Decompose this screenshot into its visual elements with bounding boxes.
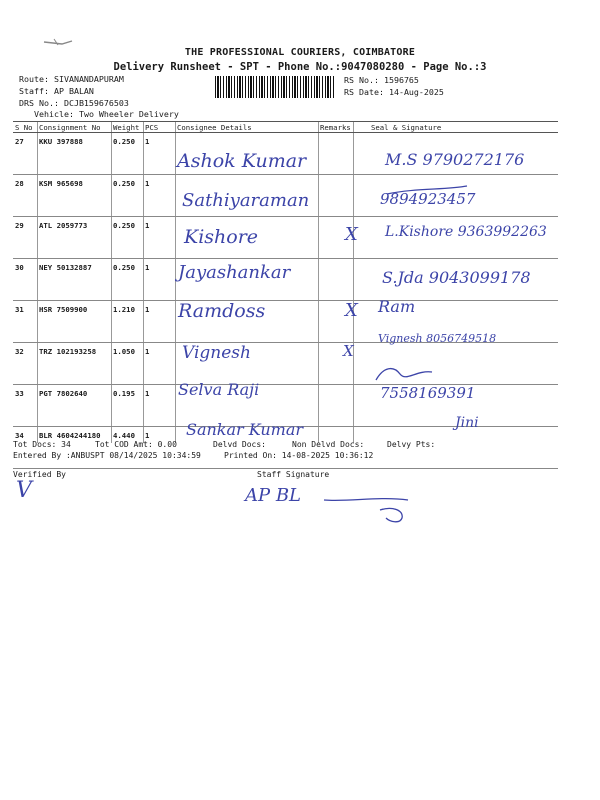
verified-by-label: Verified By: [13, 470, 66, 479]
handwritten-consignee-name: Jayashankar: [178, 262, 291, 283]
total-cod-amount: Tot COD Amt: 0.00: [95, 440, 177, 449]
runsheet-subtitle: Delivery Runsheet - SPT - Phone No.:9047080280 - Page No.:3: [113, 61, 487, 73]
table-header-row: [13, 122, 558, 133]
cell-weight: 0.250: [113, 137, 135, 146]
entered-by: Entered By :ANBUSPT 08/14/2025 10:34:59: [13, 451, 201, 460]
scan-mark-icon: [42, 36, 74, 50]
cell-weight: 1.050: [113, 347, 135, 356]
delivery-points: Delvy Pts:: [387, 440, 436, 449]
signature-scribble-icon: [320, 488, 420, 528]
cell-weight: 0.195: [113, 389, 135, 398]
rs-number: RS No.: 1596765: [344, 75, 419, 85]
cell-seal: [353, 427, 558, 469]
cell-sno: 28: [15, 179, 24, 188]
cell-sno: 29: [15, 221, 24, 230]
cell-weight: 0.250: [113, 221, 135, 230]
cell-pcs: 1: [145, 305, 150, 314]
col-header-weight: Weight: [113, 122, 140, 132]
non-delivered-docs: Non Delvd Docs:: [292, 440, 365, 449]
handwritten-remark-mark: X: [345, 300, 358, 321]
route-label: Route: SIVANANDAPURAM: [19, 74, 124, 84]
handwritten-consignee-name: Ramdoss: [178, 300, 266, 322]
vehicle-label: Vehicle: Two Wheeler Delivery: [34, 109, 179, 119]
handwritten-seal-signature: S.Jda 9043099178: [382, 268, 531, 287]
handwritten-remark-mark: X: [345, 224, 358, 245]
handwritten-seal-signature: L.Kishore 9363992263: [385, 224, 547, 240]
cell-pcs: 1: [145, 137, 150, 146]
cell-remarks: [318, 259, 353, 301]
col-header-consignee: Consignee Details: [177, 122, 252, 132]
cell-consignment: NEY 50132887: [39, 263, 92, 272]
handwritten-consignee-name: Ashok Kumar: [177, 150, 307, 172]
col-header-pcs: PCS: [145, 122, 159, 132]
barcode: [215, 76, 336, 98]
handwritten-seal-signature: Vignesh 8056749518: [378, 332, 497, 345]
verified-tick-mark: V: [16, 478, 32, 503]
handwritten-consignee-name: Sankar Kumar: [186, 420, 304, 439]
cell-sno: 31: [15, 305, 24, 314]
cell-pcs: 1: [145, 179, 150, 188]
staff-handwritten-signature: AP BL: [245, 485, 302, 506]
cell-sno: 27: [15, 137, 24, 146]
handwritten-seal-signature: Ram: [378, 297, 416, 316]
drs-label: DRS No.: DCJB159676503: [19, 98, 129, 108]
handwritten-consignee-name: Sathiyaraman: [182, 190, 310, 211]
cell-consignment: BLR 4604244180: [39, 431, 101, 440]
cell-pcs: 1: [145, 431, 150, 440]
handwritten-seal-signature: M.S 9790272176: [385, 150, 525, 169]
col-header-seal: Seal & Signature: [371, 122, 442, 132]
cell-sno: 33: [15, 389, 24, 398]
cell-weight: 4.440: [113, 431, 135, 440]
cell-pcs: 1: [145, 221, 150, 230]
cell-remarks: [318, 385, 353, 427]
printed-on: Printed On: 14-08-2025 10:36:12: [224, 451, 374, 460]
cell-remarks: [318, 133, 353, 175]
col-header-consignment: Consignment No: [39, 122, 101, 132]
cell-sno: 32: [15, 347, 24, 356]
cell-weight: 0.250: [113, 263, 135, 272]
handwritten-remark-mark: X: [343, 342, 354, 360]
cell-remarks: [318, 175, 353, 217]
cell-sno: 30: [15, 263, 24, 272]
col-header-remarks: Remarks: [320, 122, 351, 132]
signature-scribble-icon: [372, 360, 442, 390]
cell-consignment: PGT 7802640: [39, 389, 88, 398]
cell-consignment: ATL 2059773: [39, 221, 88, 230]
table-row: [13, 343, 558, 385]
handwritten-consignee-name: Selva Raji: [178, 380, 260, 399]
signature-scribble-icon: [375, 160, 555, 220]
staff-label: Staff: AP BALAN: [19, 86, 94, 96]
col-header-sno: S No: [15, 122, 33, 132]
cell-consignment: KSM 965698: [39, 179, 83, 188]
handwritten-seal-signature: 7558169391: [380, 384, 476, 402]
cell-pcs: 1: [145, 389, 150, 398]
cell-weight: 0.250: [113, 179, 135, 188]
company-title: THE PROFESSIONAL COURIERS, COIMBATORE: [184, 47, 416, 58]
cell-pcs: 1: [145, 263, 150, 272]
cell-weight: 1.210: [113, 305, 135, 314]
cell-consignment: KKU 397888: [39, 137, 83, 146]
cell-consignment: TRZ 102193258: [39, 347, 97, 356]
handwritten-consignee-name: Kishore: [184, 226, 259, 248]
handwritten-seal-signature: Jini: [455, 415, 479, 431]
rs-date: RS Date: 14-Aug-2025: [344, 87, 444, 97]
handwritten-seal-signature: 9894923457: [380, 190, 476, 208]
staff-signature-label: Staff Signature: [257, 470, 330, 479]
delivered-docs: Delvd Docs:: [213, 440, 266, 449]
total-docs: Tot Docs: 34: [13, 440, 71, 449]
cell-pcs: 1: [145, 347, 150, 356]
handwritten-consignee-name: Vignesh: [182, 343, 251, 363]
cell-consignment: HSR 7509900: [39, 305, 88, 314]
cell-sno: 34: [15, 431, 24, 440]
